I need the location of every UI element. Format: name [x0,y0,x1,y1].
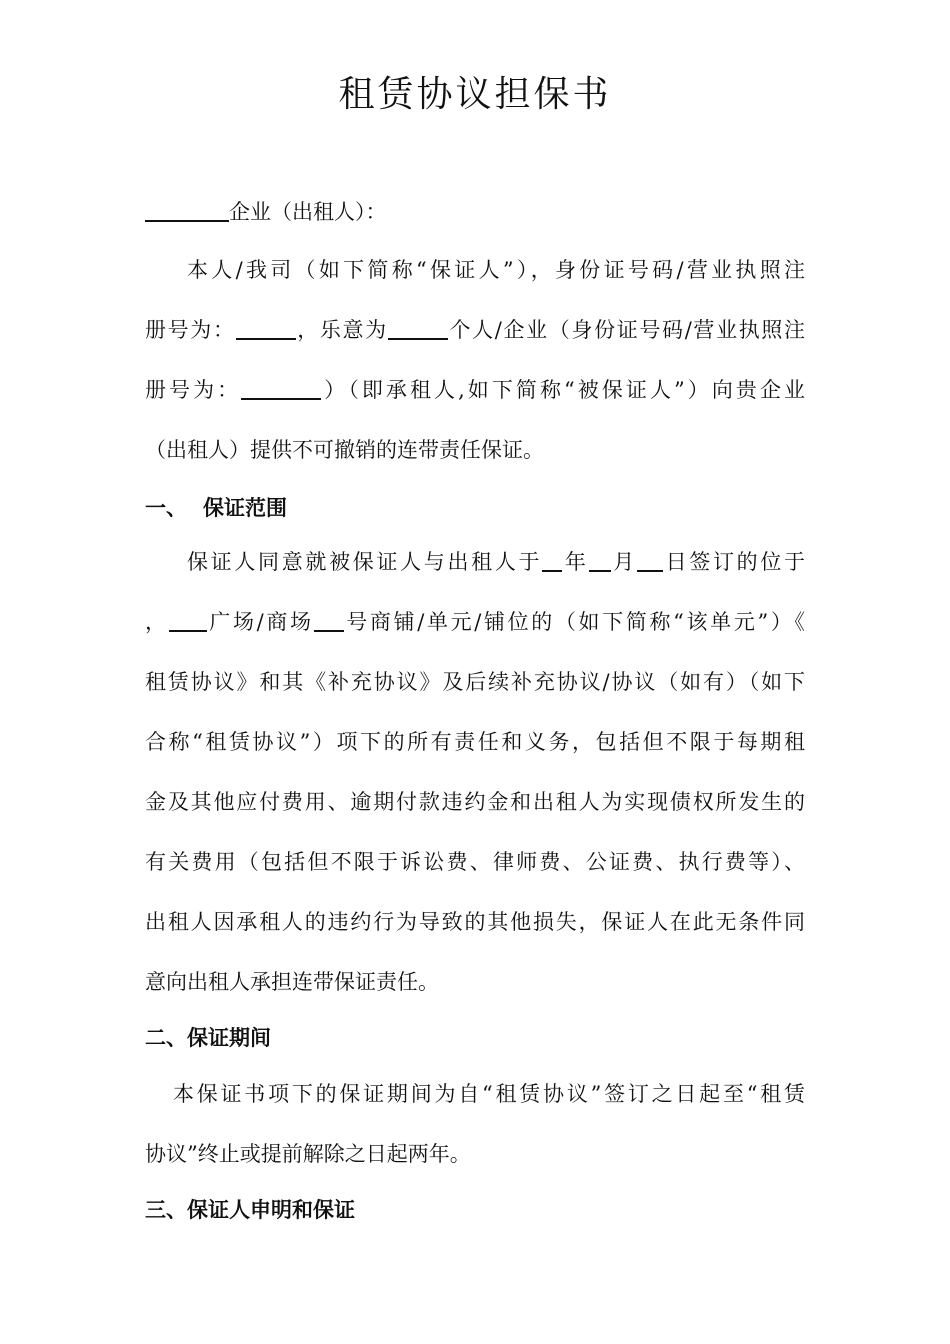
year-blank[interactable] [542,548,562,572]
section-1-line-1 [145,546,805,578]
intro-text: ，乐意为 [295,318,388,342]
section-1-line-4: 合称“租赁协议”）项下的所有责任和义务，包括但不限于每期租 [145,730,805,754]
body-text: 保证人同意就被保证人与出租人于 [187,550,543,574]
guaranteed-party-blank[interactable] [388,316,448,340]
body-text: ， [145,610,169,634]
guarantor-id-blank[interactable] [236,316,296,340]
section-1-line-7: 出租人因承租人的违约行为导致的其他损失，保证人在此无条件同 [145,910,805,934]
body-text: 号商铺/单元/铺位的（如下简称“该单元”）《 [343,610,806,634]
intro-line-4: （出租人）提供不可撤销的连带责任保证。 [145,438,544,462]
section-1-line-8: 意向出租人承担连带保证责任。 [145,970,439,994]
plaza-blank[interactable] [169,608,207,632]
tenant-id-blank[interactable] [241,376,321,400]
section-1-line-2 [145,606,805,638]
month-blank[interactable] [589,548,611,572]
day-blank[interactable] [637,548,663,572]
body-text: 日签订的位于 [662,550,806,574]
intro-text: 册号为： [145,318,236,342]
section-1-heading [145,492,287,524]
section-1-line-3: 租赁协议》和其《补充协议》及后续补充协议/协议（如有）（如下 [145,670,805,694]
intro-line-3 [145,374,805,406]
intro-text: 册号为： [145,378,242,402]
document-title: 租赁协议担保书 [338,74,612,115]
section-number: 一、 [145,496,187,520]
section-2-line-2: 协议”终止或提前解除之日起两年。 [145,1142,471,1166]
section-1-line-6: 有关费用（包括但不限于诉讼费、律师费、公证费、执行费等）、 [145,850,805,874]
section-3-heading: 三、保证人申明和保证 [145,1198,355,1222]
section-1-line-5: 金及其他应付费用、逾期付款违约金和出租人为实现债权所发生的 [145,790,805,814]
section-title: 保证范围 [203,496,287,520]
body-text: 月 [610,550,637,574]
salutation-line [145,196,805,228]
intro-line-2 [145,314,805,346]
intro-text: 个人/企业（身份证号码/营业执照注 [447,318,806,342]
intro-text: ）（即承租人,如下简称“被保证人”）向贵企业 [321,378,806,402]
intro-line-1: 本人/我司（如下简称“保证人”），身份证号码/营业执照注 [187,258,805,282]
section-2-line-1: 本保证书项下的保证期间为自“租赁协议”签订之日起至“租赁 [173,1082,805,1106]
section-2-heading: 二、保证期间 [145,1026,271,1050]
salutation-text: 企业（出租人）： [229,200,387,224]
body-text: 年 [562,550,589,574]
body-text: 广场/商场 [206,610,314,634]
shop-number-blank[interactable] [314,608,344,632]
lessor-name-blank[interactable] [145,198,229,222]
